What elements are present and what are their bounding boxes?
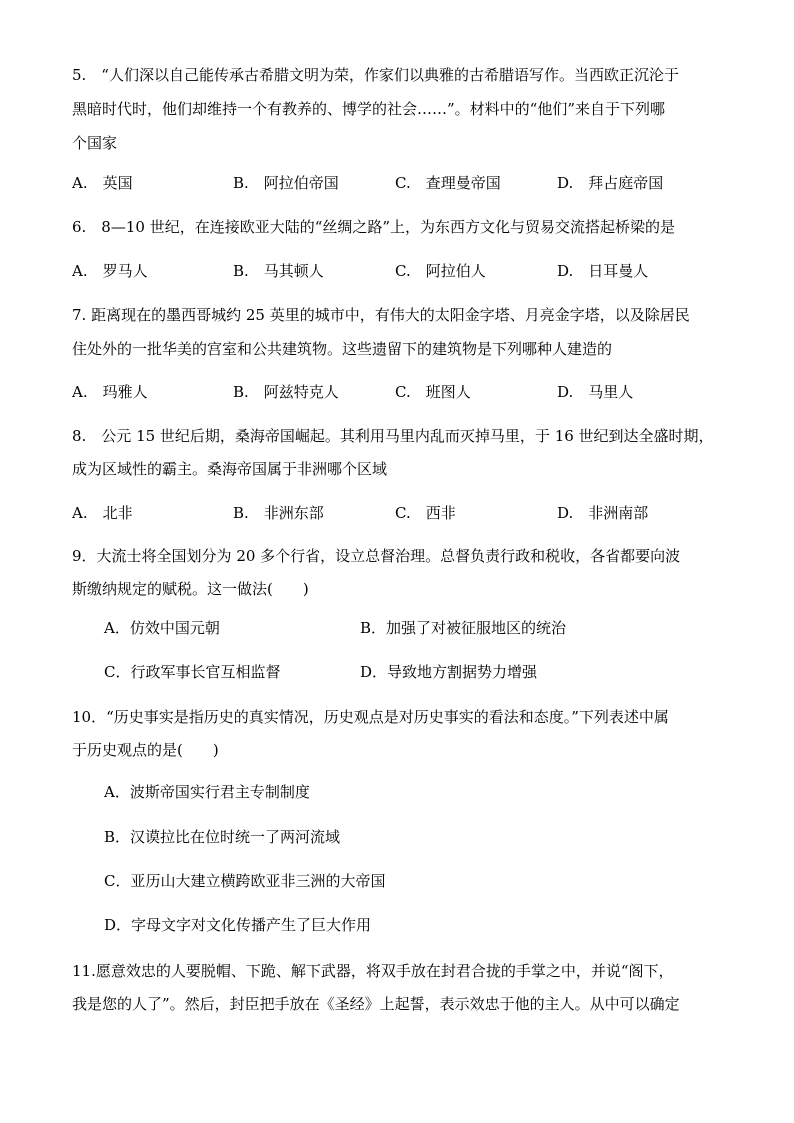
q10-option-c[interactable]: C．亚历山大建立横跨欧亚非三洲的大帝国 — [104, 872, 386, 890]
q7-option-b[interactable]: B. 阿兹特克人 — [233, 383, 339, 401]
q10-option-d[interactable]: D．字母文字对文化传播产生了巨大作用 — [104, 916, 372, 934]
q9-stem-line-2: 斯缴纳规定的赋税。这一做法( ) — [72, 580, 309, 598]
q8-stem-line-2: 成为区域性的霸主。桑海帝国属于非洲哪个区域 — [72, 460, 388, 478]
q9-option-c[interactable]: C．行政军事长官互相监督 — [104, 663, 281, 681]
q7-stem-line-2: 住处外的一批华美的宫室和公共建筑物。这些遗留下的建筑物是下列哪种人建造的 — [72, 340, 613, 358]
q8-stem-line-1: 8. 公元 15 世纪后期，桑海帝国崛起。其利用马里内乱而灭掉马里，于 16 世纪到达全盛时期， — [72, 427, 714, 445]
q5-stem-line-3: 个国家 — [72, 134, 118, 152]
q7-option-a[interactable]: A. 玛雅人 — [72, 383, 148, 401]
q5-stem-line-1: 5. “人们深以自己能传承古希腊文明为荣，作家们以典雅的古希腊语写作。当西欧正沉沦于 — [72, 66, 679, 84]
q9-option-d[interactable]: D．导致地方割据势力增强 — [360, 663, 538, 681]
q7-option-d[interactable]: D. 马里人 — [557, 383, 634, 401]
q5-stem-line-2: 黑暗时代时，他们却维持一个有教养的、博学的社会……”。材料中的“他们”来自于下列哪 — [72, 100, 666, 118]
q6-options — [72, 260, 732, 282]
q6-option-c[interactable]: C. 阿拉伯人 — [395, 262, 486, 280]
q8-options — [72, 502, 732, 524]
q10-option-b[interactable]: B．汉谟拉比在位时统一了两河流域 — [104, 828, 341, 846]
q11-stem-line-1: 11.愿意效忠的人要脱帽、下跪、解下武器，将双手放在封君合拢的手掌之中，并说“阁下， — [72, 962, 674, 980]
q8-option-b[interactable]: B. 非洲东部 — [233, 504, 324, 522]
q5-option-c[interactable]: C. 查理曼帝国 — [395, 174, 501, 192]
q9-stem-line-1: 9．大流士将全国划分为 20 多个行省，设立总督治理。总督负责行政和税收，各省都要向波 — [72, 547, 681, 565]
q11-stem-line-2: 我是您的人了”。然后，封臣把手放在《圣经》上起誓，表示效忠于他的主人。从中可以确定 — [72, 995, 680, 1013]
q10-stem-line-1: 10．“历史事实是指历史的真实情况，历史观点是对历史事实的看法和态度。”下列表述中属 — [72, 708, 669, 726]
q10-option-a[interactable]: A．波斯帝国实行君主专制制度 — [104, 783, 310, 801]
q5-options — [72, 172, 732, 194]
q8-option-a[interactable]: A. 北非 — [72, 504, 133, 522]
q6-option-b[interactable]: B. 马其顿人 — [233, 262, 324, 280]
q9-option-a[interactable]: A．仿效中国元朝 — [104, 619, 220, 637]
q6-option-a[interactable]: A. 罗马人 — [72, 262, 148, 280]
q5-option-a[interactable]: A. 英国 — [72, 174, 133, 192]
q10-stem-line-2: 于历史观点的是( ) — [72, 741, 219, 759]
q6-option-d[interactable]: D. 日耳曼人 — [557, 262, 649, 280]
q9-option-b[interactable]: B．加强了对被征服地区的统治 — [360, 619, 567, 637]
q7-options — [72, 381, 732, 403]
q9-options-row-1 — [72, 617, 732, 639]
q7-option-c[interactable]: C. 班图人 — [395, 383, 471, 401]
q9-options-row-2 — [72, 661, 732, 683]
q6-stem-line-1: 6. 8—10 世纪，在连接欧亚大陆的“丝绸之路”上，为东西方文化与贸易交流搭起桥梁的是 — [72, 218, 676, 236]
q5-option-b[interactable]: B. 阿拉伯帝国 — [233, 174, 339, 192]
q8-option-c[interactable]: C. 西非 — [395, 504, 456, 522]
q5-option-d[interactable]: D. 拜占庭帝国 — [557, 174, 664, 192]
q8-option-d[interactable]: D. 非洲南部 — [557, 504, 649, 522]
q7-stem-line-1: 7. 距离现在的墨西哥城约 25 英里的城市中，有伟大的太阳金字塔、月亮金字塔，以及除居民 — [72, 306, 690, 324]
